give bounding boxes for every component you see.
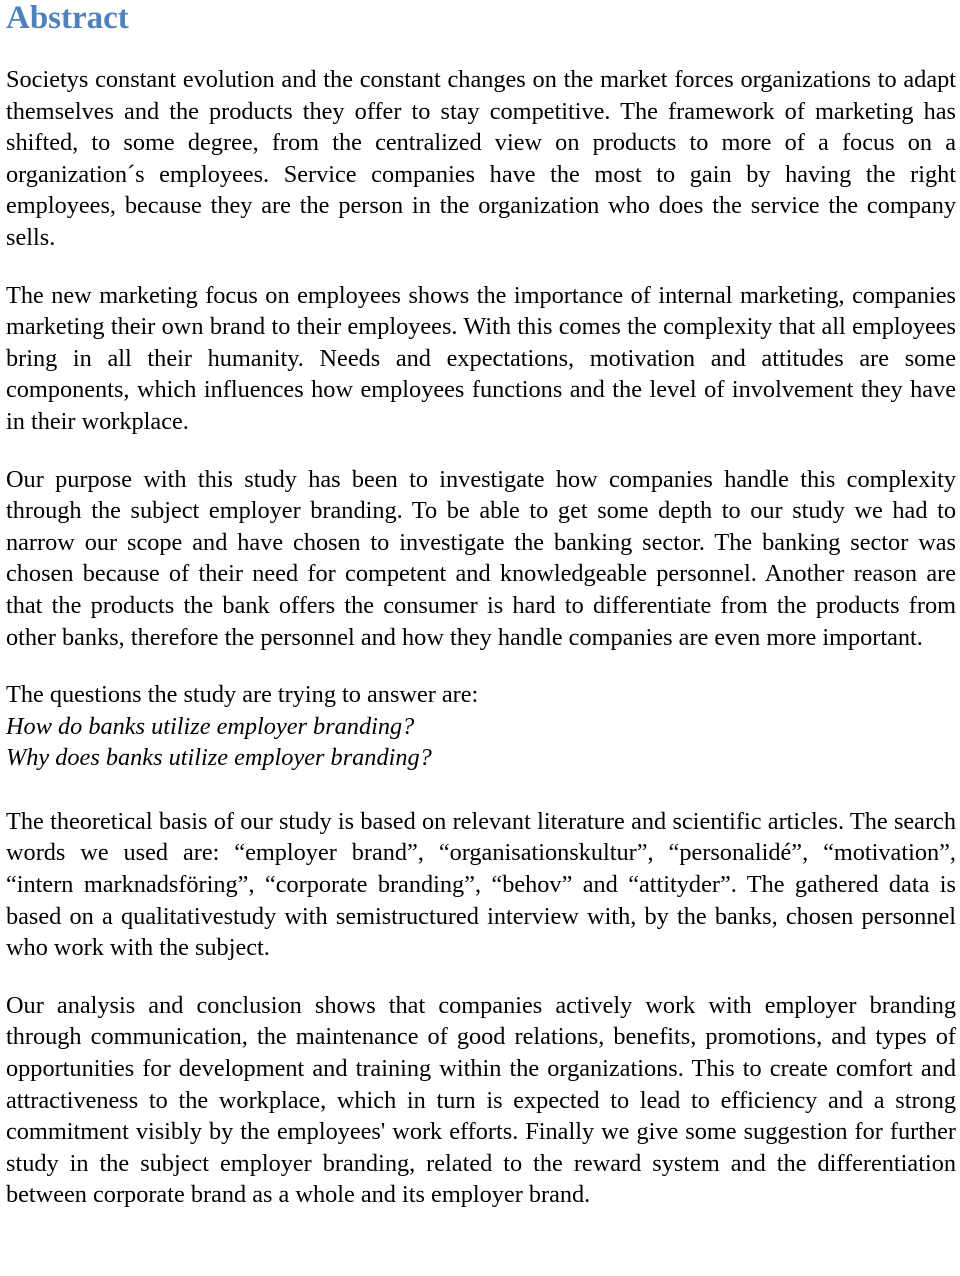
abstract-paragraph-5: Our analysis and conclusion shows that companies actively work with employer branding through communication, the maintenance of good relations, benefits, promotions, and types of opportunities for development and training within the organizations. This to create comfort and attractiveness to the workplace, which in turn is expected to lead to efficiency and a strong commitment visibly by the employees' work efforts. Finally we give some suggestion for further study in the subject employer branding, related to the reward system and the differentiation between corporate brand as a whole and its employer brand. [6, 991, 956, 1209]
research-question-1: How do banks utilize employer branding? [6, 712, 415, 740]
research-question-2: Why does banks utilize employer branding? [6, 744, 432, 772]
abstract-paragraph-4: The theoretical basis of our study is based on relevant literature and scientific articles. The search words we used are: “employer brand”, “organisationskultur”, “personalidé”, “motivation”, “intern marknadsföring”, “corporate branding”, “behov” and “attityder”. The gathered data is based on a qualitativestudy with semistructured interview with, by the banks, chosen personnel who work with the subject. [6, 807, 956, 962]
document-page [6, 0, 956, 1211]
questions-intro: The questions the study are trying to answer are: [6, 681, 479, 709]
section-heading: Abstract [6, 0, 129, 36]
abstract-paragraph-2: The new marketing focus on employees shows the importance of internal marketing, companies marketing their own brand to their employees. With this comes the complexity that all employees bring in all their humanity. Needs and expectations, motivation and attitudes are some components, which influences how employees functions and the level of involvement they have in their workplace. [6, 281, 956, 435]
abstract-paragraph-3: Our purpose with this study has been to investigate how companies handle this complexity through the subject employer branding. To be able to get some depth to our study we had to narrow our scope and have chosen to investigate the banking sector. The banking sector was chosen because of their need for competent and knowledgeable personnel. Another reason are that the products the bank offers the consumer is hard to differentiate from the products from other banks, therefore the personnel and how they handle companies are even more important. [6, 465, 956, 651]
abstract-paragraph-1: Societys constant evolution and the constant changes on the market forces organizations to adapt themselves and the products they offer to stay competitive. The framework of marketing has shifted, to some degree, from the centralized view on products to more of a focus on a organization´s employees. Service companies have the most to gain by having the right employees, because they are the person in the organization who does the service the company sells. [6, 66, 956, 251]
research-questions [6, 679, 956, 774]
